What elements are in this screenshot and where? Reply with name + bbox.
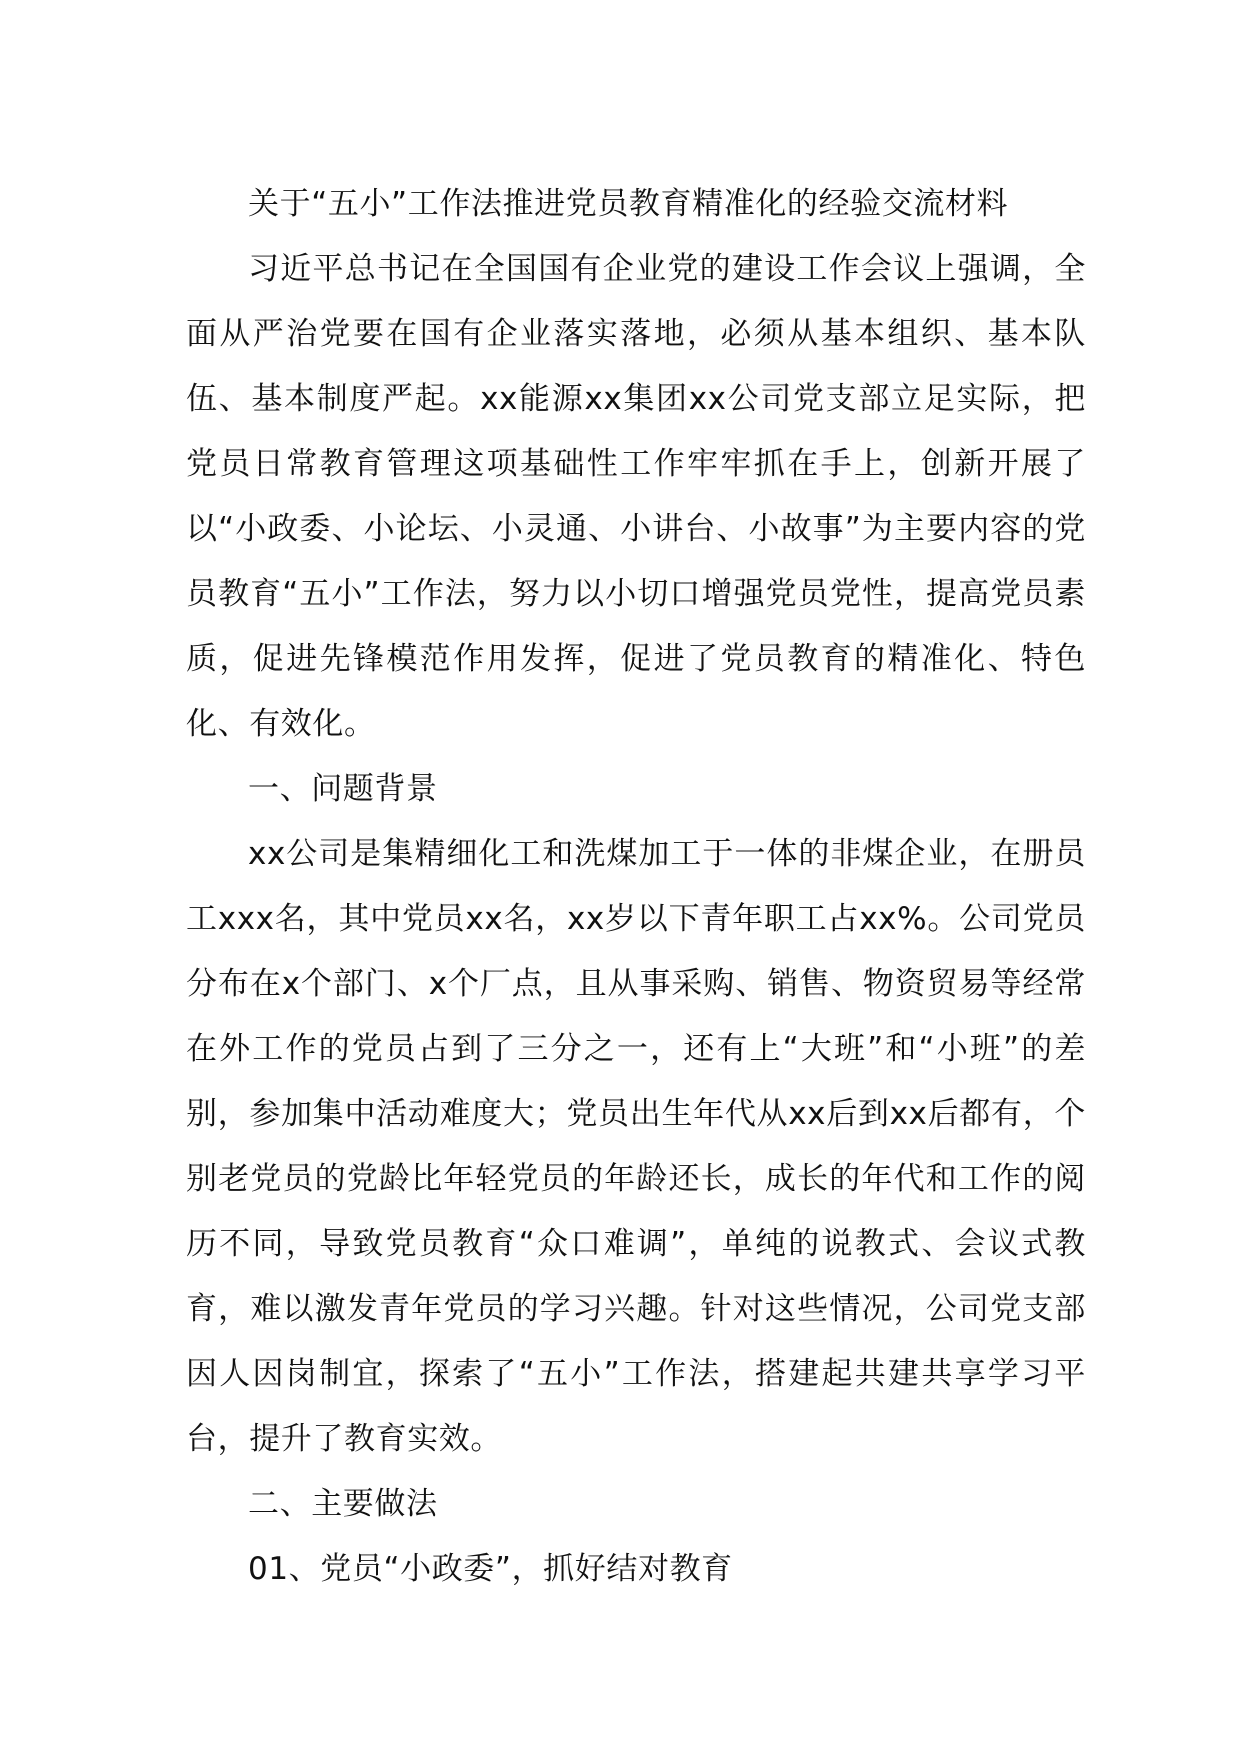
section-heading-practices: 二、主要做法 bbox=[248, 1486, 438, 1522]
subsection-heading-01: 01、党员“小政委”，抓好结对教育 bbox=[248, 1551, 733, 1587]
document-title: 关于“五小”工作法推进党员教育精准化的经验交流材料 bbox=[248, 186, 1009, 222]
intro-paragraph: 习近平总书记在全国国有企业党的建设工作会议上强调，全面从严治党要在国有企业落实落地，必须从基本组织、基本队伍、基本制度严起。xx能源xx集团xx公司党支部立足实际，把党员日常教育管理这项基础性工作牢牢抓在手上，创新开展了以“小政委、小论坛、小灵通、小讲台、小故事”为主要内容的党员教育“五小”工作法，努力以小切口增强党员党性，提高党员素质，促进先锋模范作用发挥，促进了党员教育的精准化、特色化、有效化。 bbox=[186, 251, 1086, 742]
background-paragraph: xx公司是集精细化工和洗煤加工于一体的非煤企业，在册员工xxx名，其中党员xx名，xx岁以下青年职工占xx%。公司党员分布在x个部门、x个厂点，且从事采购、销售、物资贸易等经常在外工作的党员占到了三分之一，还有上“大班”和“小班”的差别，参加集中活动难度大；党员出生年代从xx后到xx后都有，个别老党员的党龄比年轻党员的年龄还长，成长的年代和工作的阅历不同，导致党员教育“众口难调”，单纯的说教式、会议式教育，难以激发青年党员的学习兴趣。针对这些情况，公司党支部因人因岗制宜，探索了“五小”工作法，搭建起共建共享学习平台，提升了教育实效。 bbox=[186, 836, 1086, 1457]
document-body bbox=[186, 172, 1086, 1602]
section-heading-background: 一、问题背景 bbox=[248, 771, 438, 807]
